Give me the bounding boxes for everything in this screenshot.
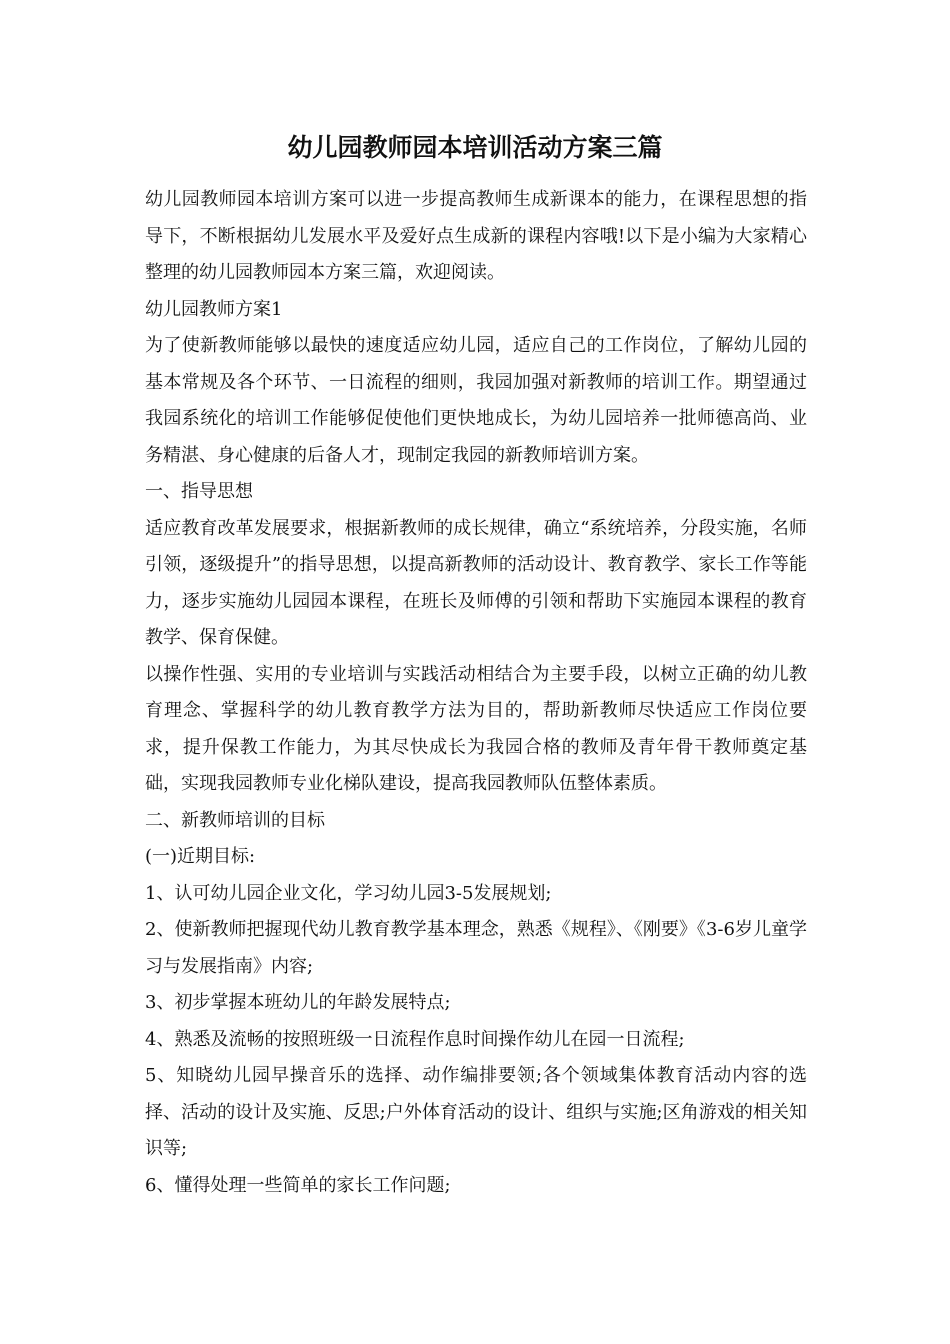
paragraph-intro: 幼儿园教师园本培训方案可以进一步提高教师生成新课本的能力，在课程思想的指导下，不断根据幼儿发展水平及爱好点生成新的课程内容哦!以下是小编为大家精心整理的幼儿园教师园本方案三篇，欢迎阅读。: [145, 189, 807, 283]
paragraph-heading: 一、指导思想: [145, 481, 253, 502]
document-title: 幼儿园教师园本培训活动方案三篇: [287, 133, 663, 162]
document-body: [145, 182, 807, 1204]
list-item: 1、认可幼儿园企业文化，学习幼儿园3-5发展规划;: [145, 882, 552, 904]
list-item: 4、熟悉及流畅的按照班级一日流程作息时间操作幼儿在园一日流程;: [145, 1028, 685, 1050]
paragraph: 以操作性强、实用的专业培训与实践活动相结合为主要手段，以树立正确的幼儿教育理念、掌握科学的幼儿教育教学方法为目的，帮助新教师尽快适应工作岗位要求，提升保教工作能力，为其尽快成长为我园合格的教师及青年骨干教师奠定基础，实现我园教师专业化梯队建设，提高我园教师队伍整体素质。: [145, 663, 807, 794]
paragraph-subheading: (一)近期目标:: [145, 846, 256, 867]
paragraph-section-heading: 幼儿园教师方案1: [145, 298, 283, 320]
list-item: 6、懂得处理一些简单的家长工作问题;: [145, 1174, 451, 1196]
paragraph: 适应教育改革发展要求，根据新教师的成长规律，确立“系统培养，分段实施，名师引领，逐级提升”的指导思想，以提高新教师的活动设计、教育教学、家长工作等能力，逐步实施幼儿园园本课程，在班长及师傅的引领和帮助下实施园本课程的教育教学、保育保健。: [145, 517, 807, 648]
list-item: 3、初步掌握本班幼儿的年龄发展特点;: [145, 992, 451, 1013]
list-item: 5、知晓幼儿园早操音乐的选择、动作编排要领;各个领域集体教育活动内容的选择、活动的设计及实施、反思;户外体育活动的设计、组织与实施;区角游戏的相关知识等;: [145, 1065, 807, 1159]
paragraph-heading: 二、新教师培训的目标: [145, 809, 325, 831]
list-item: 2、使新教师把握现代幼儿教育教学基本理念，熟悉《规程》、《刚要》《3-6岁儿童学习与发展指南》内容;: [145, 919, 807, 977]
paragraph: 为了使新教师能够以最快的速度适应幼儿园，适应自己的工作岗位，了解幼儿园的基本常规及各个环节、一日流程的细则，我园加强对新教师的培训工作。期望通过我园系统化的培训工作能够促使他们更快地成长，为幼儿园培养一批师德高尚、业务精湛、身心健康的后备人才，现制定我园的新教师培训方案。: [145, 335, 807, 466]
